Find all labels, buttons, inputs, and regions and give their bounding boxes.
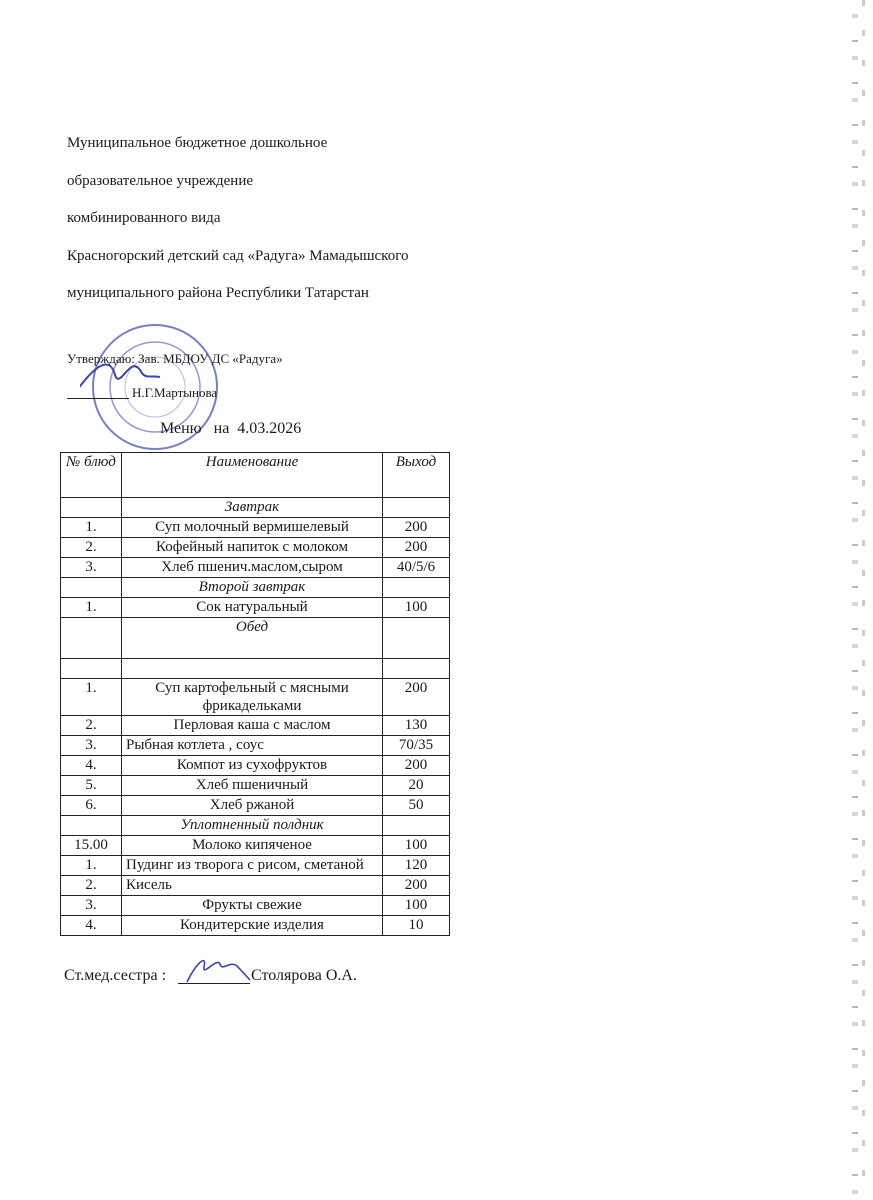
dish-number: 2. <box>61 716 122 736</box>
table-row <box>61 538 450 558</box>
section-output-cell <box>383 498 450 518</box>
dish-output: 100 <box>383 598 450 618</box>
section-output-cell <box>383 578 450 598</box>
dish-output: 40/5/6 <box>383 558 450 578</box>
dish-output: 50 <box>383 796 450 816</box>
approval-text: Утверждаю: Зав. МБДОУ ДС «Радуга» <box>67 351 283 366</box>
section-title: Второй завтрак <box>122 578 383 598</box>
dish-name: Кондитерские изделия <box>122 916 383 936</box>
dish-name: Кисель <box>122 876 383 896</box>
org-line: Красногорский детский сад «Радуга» Мамадышского <box>67 248 409 264</box>
table-row <box>61 776 450 796</box>
table-row <box>61 558 450 578</box>
table-row <box>61 856 450 876</box>
org-line: образовательное учреждение <box>67 173 254 189</box>
table-row <box>61 796 450 816</box>
dish-output: 200 <box>383 538 450 558</box>
dish-number: 4. <box>61 756 122 776</box>
menu-table <box>60 452 450 936</box>
dish-number: 1. <box>61 598 122 618</box>
table-row <box>61 736 450 756</box>
nurse-name: Столярова О.А. <box>251 967 357 984</box>
dish-output: 200 <box>383 679 450 716</box>
dish-name: Сок натуральный <box>122 598 383 618</box>
table-row <box>61 836 450 856</box>
table-row <box>61 679 450 716</box>
column-header-output: Выход <box>383 453 450 498</box>
dish-number: 1. <box>61 518 122 538</box>
column-header-name: Наименование <box>122 453 383 498</box>
table-header-row <box>61 453 450 498</box>
dish-name: Хлеб пшеничный <box>122 776 383 796</box>
section-output-cell <box>383 618 450 659</box>
scan-edge-artifact <box>852 0 858 1200</box>
dish-output: 130 <box>383 716 450 736</box>
dish-output <box>383 659 450 679</box>
dish-output: 120 <box>383 856 450 876</box>
section-output-cell <box>383 816 450 836</box>
table-row <box>61 716 450 736</box>
menu-title: Меню на 4.03.2026 <box>160 420 302 437</box>
dish-name: Компот из сухофруктов <box>122 756 383 776</box>
section-title: Завтрак <box>122 498 383 518</box>
dish-number: 3. <box>61 558 122 578</box>
dish-number: 15.00 <box>61 836 122 856</box>
dish-name: Фрукты свежие <box>122 896 383 916</box>
dish-output: 20 <box>383 776 450 796</box>
dish-output: 200 <box>383 876 450 896</box>
dish-name: Суп молочный вермишелевый <box>122 518 383 538</box>
table-row <box>61 659 450 679</box>
table-row <box>61 896 450 916</box>
dish-number: 1. <box>61 679 122 716</box>
dish-name: Хлеб пшенич.маслом,сыром <box>122 558 383 578</box>
dish-number: 6. <box>61 796 122 816</box>
dish-number: 3. <box>61 896 122 916</box>
dish-name: Рыбная котлета , соус <box>122 736 383 756</box>
table-row <box>61 756 450 776</box>
section-number-cell <box>61 816 122 836</box>
section-title: Уплотненный полдник <box>122 816 383 836</box>
section-number-cell <box>61 498 122 518</box>
dish-name: Молоко кипяченое <box>122 836 383 856</box>
dish-name: Перловая каша с маслом <box>122 716 383 736</box>
org-line: муниципального района Республики Татарстан <box>67 285 369 301</box>
org-line: Муниципальное бюджетное дошкольное <box>67 135 328 151</box>
dish-output: 100 <box>383 896 450 916</box>
dish-name: Суп картофельный с мясными фрикадельками <box>122 679 383 716</box>
table-row <box>61 518 450 538</box>
org-line: комбинированного вида <box>67 210 221 226</box>
dish-number: 2. <box>61 538 122 558</box>
dish-number: 5. <box>61 776 122 796</box>
dish-name: Хлеб ржаной <box>122 796 383 816</box>
dish-output: 100 <box>383 836 450 856</box>
section-row <box>61 816 450 836</box>
nurse-label: Ст.мед.сестра : <box>64 967 171 984</box>
signature-line <box>67 398 129 399</box>
section-row <box>61 498 450 518</box>
section-number-cell <box>61 618 122 659</box>
column-header-number: № блюд <box>61 453 122 498</box>
dish-number: 2. <box>61 876 122 896</box>
section-row <box>61 618 450 659</box>
dish-number: 3. <box>61 736 122 756</box>
dish-output: 200 <box>383 518 450 538</box>
table-row <box>61 876 450 896</box>
approver-name: Н.Г.Мартынова <box>132 385 218 400</box>
dish-number: 1. <box>61 856 122 876</box>
dish-name: Пудинг из творога с рисом, сметаной <box>122 856 383 876</box>
dish-name: Кофейный напиток с молоком <box>122 538 383 558</box>
table-row <box>61 916 450 936</box>
section-number-cell <box>61 578 122 598</box>
table-row <box>61 598 450 618</box>
dish-number <box>61 659 122 679</box>
dish-number: 4. <box>61 916 122 936</box>
section-row <box>61 578 450 598</box>
dish-output: 200 <box>383 756 450 776</box>
nurse-signature <box>182 952 252 986</box>
scan-edge-artifact <box>862 0 865 1200</box>
dish-output: 70/35 <box>383 736 450 756</box>
dish-output: 10 <box>383 916 450 936</box>
section-title: Обед <box>122 618 383 659</box>
dish-name <box>122 659 383 679</box>
